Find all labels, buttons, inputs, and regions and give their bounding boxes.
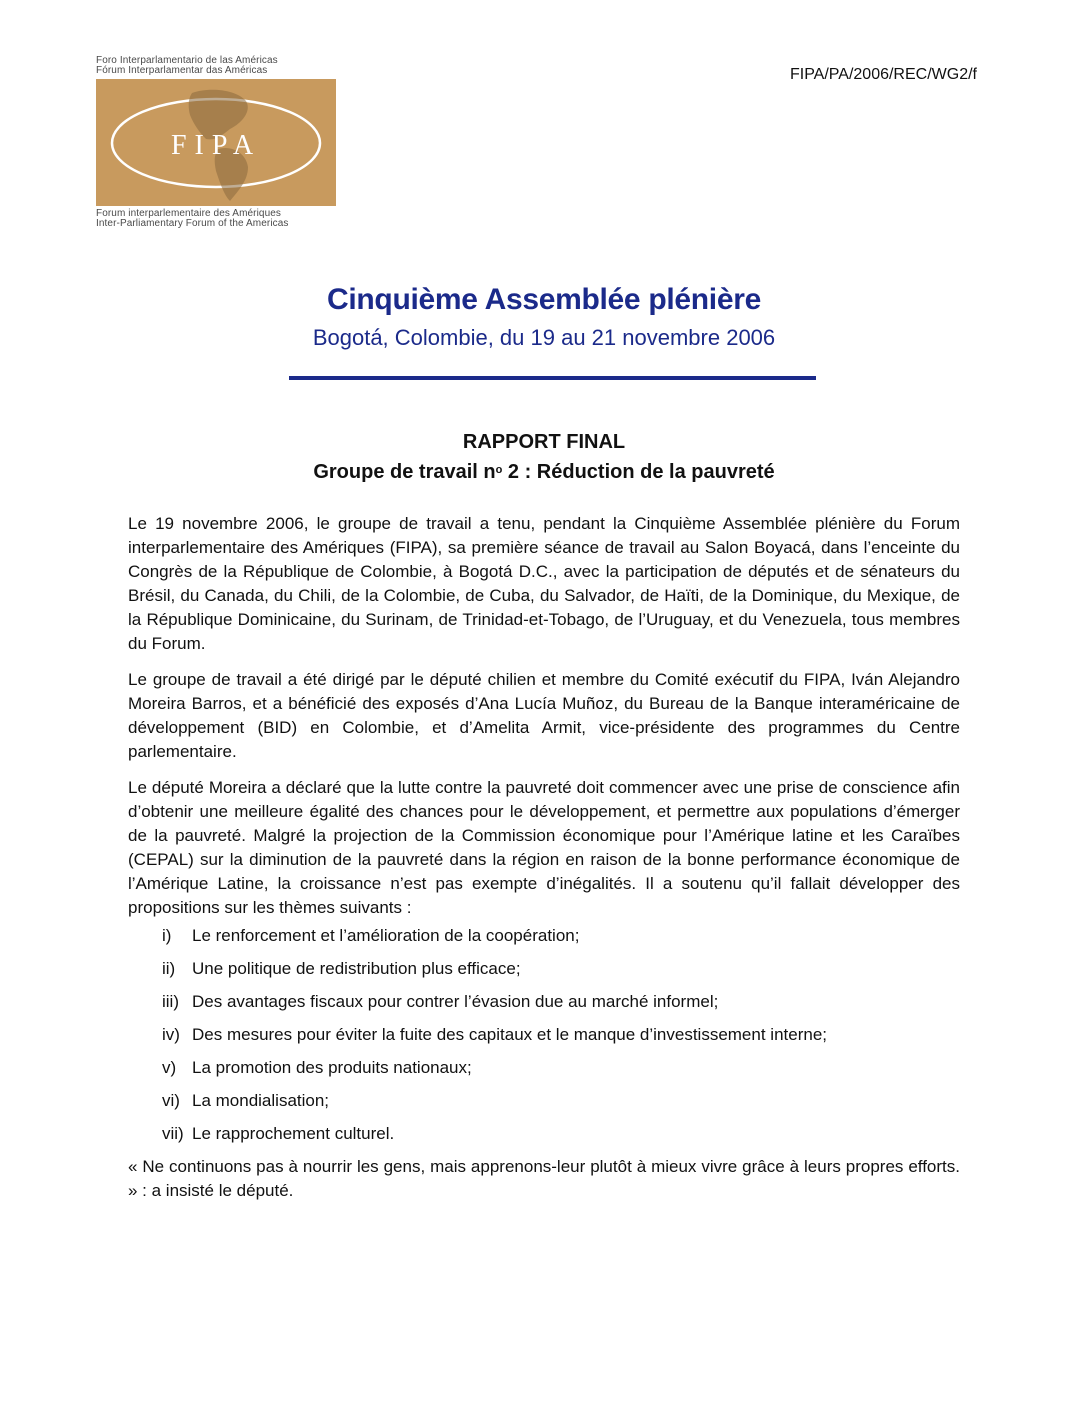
paragraph-3: Le député Moreira a déclaré que la lutte contre la pauvreté doit commencer avec une prise de conscience afin d’obtenir une meilleure égalité des chances pour le développement, et permettre aux populations d’émerger de la pauvreté. Malgré la projection de la Commission économique pour l’Amérique latine et les Caraïbes (CEPAL) sur la diminution de la pauvreté dans la région en raison de la bonne performance économique de l’Amérique Latine, la croissance n’est pas exempte d’inégalités. Il a soutenu qu’il fallait développer des propositions sur les thèmes suivants : bbox=[128, 778, 960, 917]
group-prefix: Groupe de travail n bbox=[313, 461, 496, 483]
fipa-logo bbox=[96, 55, 338, 229]
logo-line-french: Forum interparlementaire des Amériques bbox=[96, 208, 281, 219]
list-item bbox=[128, 990, 960, 1023]
list-item bbox=[128, 1089, 960, 1122]
list-item-text: Des avantages fiscaux pour contrer l’évasion due au marché informel; bbox=[192, 992, 719, 1011]
document-subtitle: Bogotá, Colombie, du 19 au 21 novembre 2006 bbox=[312, 325, 776, 350]
report-title: RAPPORT FINAL bbox=[462, 431, 626, 453]
paragraph-1: Le 19 novembre 2006, le groupe de travail a tenu, pendant la Cinquième Assemblée plénière du Forum interparlementaire des Amériques (FIPA), sa première séance de travail au Salon Boyacá, dans l’enceinte du Congrès de la République de Colombie, à Bogotá D.C., avec la participation de députés et de sénateurs du Brésil, du Canada, du Chili, de la Colombie, de Cuba, du Salvador, de Haïti, de la Dominique, du Mexique, de la République Dominicaine, du Surinam, de Trinidad-et-Tobago, de l’Uruguay, et du Venezuela, tous membres du Forum. bbox=[128, 514, 960, 653]
americas-globe-icon bbox=[96, 79, 336, 206]
list-item-text: La mondialisation; bbox=[192, 1091, 330, 1110]
list-item-text: Une politique de redistribution plus efficace; bbox=[192, 959, 521, 978]
logo-line-spanish: Foro Interparlamentario de las Américas bbox=[96, 55, 278, 66]
list-item-number: ii) bbox=[162, 959, 176, 978]
report-group-title bbox=[0, 457, 1088, 487]
list-item bbox=[128, 957, 960, 990]
list-item-number: iv) bbox=[162, 1025, 180, 1044]
list-item-text: Le renforcement et l’amélioration de la coopération; bbox=[192, 926, 580, 945]
logo-line-portuguese: Fórum Interparlamentar das Américas bbox=[96, 65, 268, 76]
logo-line-english: Inter-Parliamentary Forum of the Americas bbox=[96, 218, 289, 229]
list-item-text: Des mesures pour éviter la fuite des capitaux et le manque d’investissement interne; bbox=[192, 1025, 827, 1044]
closing-quote: « Ne continuons pas à nourrir les gens, mais apprenons-leur plutôt à mieux vivre grâce à leurs propres efforts. » : a insisté le député. bbox=[128, 1157, 960, 1200]
list-item-number: v) bbox=[162, 1058, 177, 1077]
title-divider bbox=[289, 376, 816, 380]
list-item-text: Le rapprochement culturel. bbox=[192, 1124, 395, 1143]
group-number-superscript: o bbox=[495, 464, 503, 476]
list-item bbox=[128, 924, 960, 957]
document-title: Cinquième Assemblée plénière bbox=[327, 283, 761, 316]
list-item bbox=[128, 1023, 960, 1056]
logo-emblem bbox=[96, 79, 336, 206]
list-item-number: vi) bbox=[162, 1091, 180, 1110]
document-reference: FIPA/PA/2006/REC/WG2/f bbox=[789, 66, 977, 83]
list-item bbox=[128, 1056, 960, 1089]
list-item-number: vii) bbox=[162, 1124, 184, 1143]
paragraph-2: Le groupe de travail a été dirigé par le député chilien et membre du Comité exécutif du FIPA, Iván Alejandro Moreira Barros, et a bénéficié des exposés d’Ana Lucía Muñoz, du Bureau de la Banque interaméricaine de développement (BID) en Colombie, et d’Amelita Armit, vice-présidente des programmes du Centre parlementaire. bbox=[128, 670, 960, 761]
report-body bbox=[128, 512, 960, 1215]
list-item-number: iii) bbox=[162, 992, 179, 1011]
list-item-text: La promotion des produits nationaux; bbox=[192, 1058, 472, 1077]
group-rest: 2 : Réduction de la pauvreté bbox=[502, 461, 775, 483]
list-item-number: i) bbox=[162, 926, 172, 945]
report-heading bbox=[0, 427, 1088, 487]
themes-list bbox=[128, 924, 960, 1155]
list-item bbox=[128, 1122, 960, 1155]
logo-emblem-text: FIPA bbox=[170, 130, 262, 161]
